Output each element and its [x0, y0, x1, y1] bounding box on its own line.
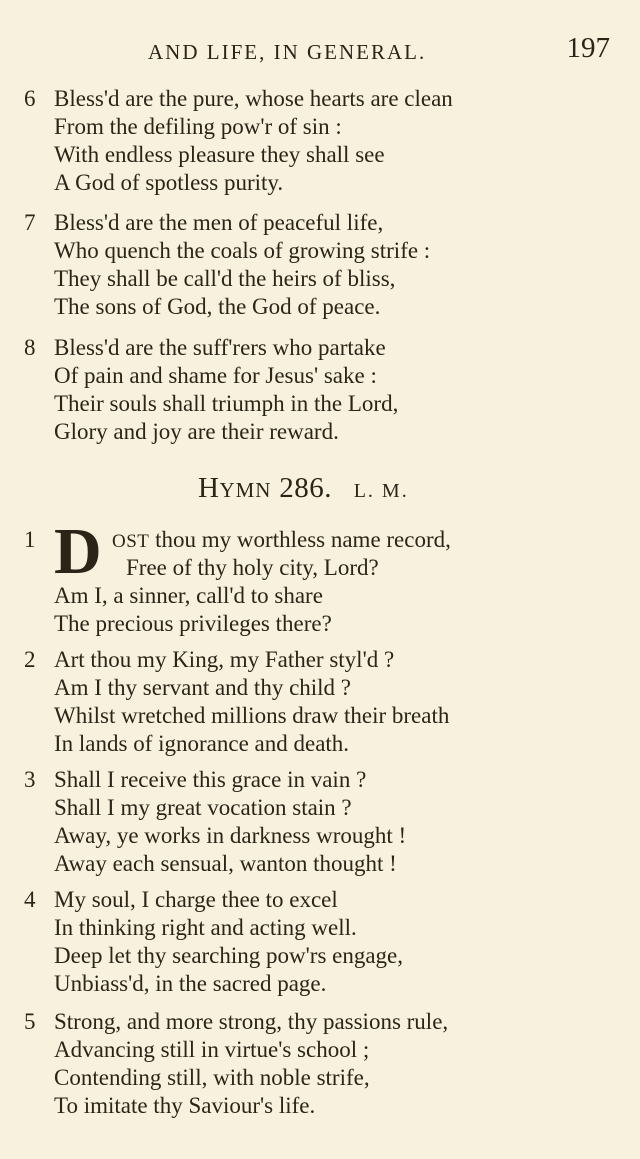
verse-line: Free of thy holy city, Lord?: [126, 555, 379, 580]
hymn-title: [198, 472, 409, 505]
verse-line: Am I thy servant and thy child ?: [54, 675, 352, 700]
verse-line: Glory and joy are their reward.: [54, 419, 339, 444]
stanza-5: [24, 1008, 448, 1120]
verse-line: Who quench the coals of growing strife :: [54, 238, 431, 263]
verse-line: The sons of God, the God of peace.: [54, 294, 381, 319]
verse-line: Away each sensual, wanton thought !: [54, 851, 397, 876]
stanza-number: 2: [24, 647, 36, 672]
verse-line-first: [112, 526, 451, 556]
first-line-text: thou my worthless name record,: [149, 527, 451, 552]
verse-line: Their souls shall triumph in the Lord,: [54, 391, 399, 416]
verse-line: Bless'd are the suff'rers who partake: [54, 335, 386, 360]
verse-line: Advancing still in virtue's school ;: [54, 1037, 370, 1062]
hymn-number: 286.: [279, 472, 332, 504]
verse-line: The precious privileges there?: [54, 611, 332, 636]
verse-line: Whilst wretched millions draw their breath: [54, 703, 450, 728]
verse-line: Bless'd are the men of peaceful life,: [54, 210, 384, 235]
stanza-number: 6: [24, 86, 36, 111]
stanza-8: [24, 334, 398, 446]
verse-line: Shall I receive this grace in vain ?: [54, 767, 367, 792]
verse-line: They shall be call'd the heirs of bliss,: [54, 266, 396, 291]
stanza-2: [24, 646, 449, 758]
verse-line: A God of spotless purity.: [54, 170, 284, 195]
hymn-title-initial: H: [198, 472, 220, 504]
hymn-title-word: YMN: [219, 478, 272, 502]
verse-line: Unbiass'd, in the sacred page.: [54, 971, 327, 996]
stanza-number: 4: [24, 887, 36, 912]
verse-line: Contending still, with noble strife,: [54, 1065, 370, 1090]
verse-line: Bless'd are the pure, whose hearts are clean: [54, 86, 453, 111]
page-number: 197: [566, 32, 610, 64]
stanza-1-rest: [54, 582, 332, 638]
verse-line: Am I, a sinner, call'd to share: [54, 583, 323, 608]
stanza-6: [24, 85, 453, 197]
verse-line: Strong, and more strong, thy passions rule,: [54, 1009, 449, 1034]
stanza-number: 7: [24, 210, 36, 235]
verse-line: Of pain and shame for Jesus' sake :: [54, 363, 377, 388]
stanza-number: 8: [24, 335, 36, 360]
verse-line: From the defiling pow'r of sin :: [54, 114, 342, 139]
verse-line: Deep let thy searching pow'rs engage,: [54, 943, 404, 968]
hymn-meter: L. M.: [353, 480, 409, 502]
running-header: AND LIFE, IN GENERAL.: [148, 40, 427, 64]
stanza-3: [24, 766, 406, 878]
verse-line: With endless pleasure they shall see: [54, 142, 385, 167]
stanza-number: 3: [24, 767, 36, 792]
first-word-rest: OST: [112, 531, 150, 552]
stanza-number: 5: [24, 1009, 36, 1034]
verse-line: Art thou my King, my Father styl'd ?: [54, 647, 395, 672]
verse-line: In lands of ignorance and death.: [54, 731, 350, 756]
stanza-4: [24, 886, 403, 998]
drop-cap: D: [54, 515, 102, 588]
stanza-number: 1: [24, 527, 36, 552]
verse-line: To imitate thy Saviour's life.: [54, 1093, 316, 1118]
verse-line: My soul, I charge thee to excel: [54, 887, 338, 912]
stanza-7: [24, 209, 430, 321]
verse-line: In thinking right and acting well.: [54, 915, 357, 940]
verse-line: Shall I my great vocation stain ?: [54, 795, 352, 820]
verse-line: Away, ye works in darkness wrought !: [54, 823, 407, 848]
